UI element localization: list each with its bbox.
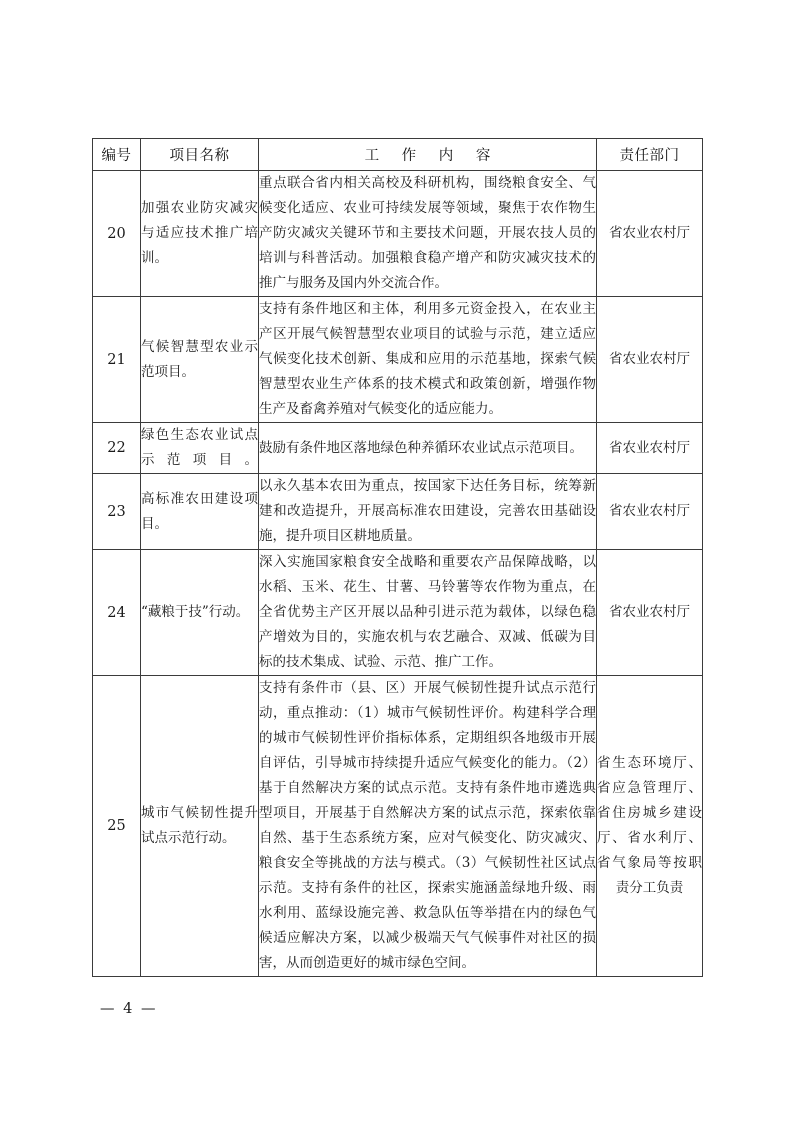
table-header [93,139,703,171]
cell-project-name: 绿色生态农业试点示范项目。 [141,423,259,474]
cell-number: 23 [93,474,141,550]
table-row [93,676,703,977]
cell-project-name: 加强农业防灾减灾与适应技术推广培训。 [141,171,259,297]
table-header-row [93,139,703,171]
cell-number: 25 [93,676,141,977]
cell-work-content: 深入实施国家粮食安全战略和重要农产品保障战略，以水稻、玉米、花生、甘薯、马铃薯等农作物为重点，在全省优势主产区开展以品种引进示范为载体，以绿色稳产增效为目的，实施农机与农艺融合、双减、低碳为目标的技术集成、试验、示范、推广工作。 [259,550,597,676]
project-table-container [92,138,702,977]
column-header-project-name: 项目名称 [141,139,259,171]
page-number: — 4 — [100,1001,158,1017]
table-body [93,171,703,977]
column-header-responsible-department: 责任部门 [597,139,703,171]
cell-work-content: 重点联合省内相关高校及科研机构，围绕粮食安全、气候变化适应、农业可持续发展等领域，聚焦于农作物生产防灾减灾关键环节和主要技术问题，开展农技人员的培训与科普活动。加强粮食稳产增产和防灾减灾技术的推广与服务及国内外交流合作。 [259,171,597,297]
cell-project-name: 城市气候韧性提升试点示范行动。 [141,676,259,977]
cell-number: 20 [93,171,141,297]
cell-work-content: 支持有条件地区和主体，利用多元资金投入，在农业主产区开展气候智慧型农业项目的试验与示范，建立适应气候变化技术创新、集成和应用的示范基地，探索气候智慧型农业生产体系的技术模式和政策创新，增强作物生产及畜禽养殖对气候变化的适应能力。 [259,297,597,423]
cell-responsible-department: 省农业农村厅 [597,171,703,297]
cell-number: 24 [93,550,141,676]
cell-responsible-department: 省农业农村厅 [597,550,703,676]
cell-work-content: 以永久基本农田为重点，按国家下达任务目标，统筹新建和改造提升，开展高标准农田建设，完善农田基础设施，提升项目区耕地质量。 [259,474,597,550]
cell-project-name: “藏粮于技”行动。 [141,550,259,676]
cell-project-name: 气候智慧型农业示范项目。 [141,297,259,423]
cell-work-content: 鼓励有条件地区落地绿色种养循环农业试点示范项目。 [259,423,597,474]
column-header-work-content: 工 作 内 容 [259,139,597,171]
cell-work-content: 支持有条件市（县、区）开展气候韧性提升试点示范行动，重点推动：（1）城市气候韧性评价。构建科学合理的城市气候韧性评价指标体系，定期组织各地级市开展自评估，引导城市持续提升适应气候变化的能力。（2）基于自然解决方案的试点示范。支持有条件地市遴选典型项目，开展基于自然解决方案的试点示范，探索依靠自然、基于生态系统方案，应对气候变化、防灾减灾、粮食安全等挑战的方法与模式。（3）气候韧性社区试点示范。支持有条件的社区，探索实施涵盖绿地升级、雨水利用、蓝绿设施完善、救急队伍等举措在内的绿色气候适应解决方案，以减少极端天气气候事件对社区的损害，从而创造更好的城市绿色空间。 [259,676,597,977]
cell-responsible-department: 省农业农村厅 [597,423,703,474]
table-row [93,297,703,423]
cell-number: 21 [93,297,141,423]
cell-number: 22 [93,423,141,474]
cell-responsible-department: 省农业农村厅 [597,474,703,550]
table-row [93,171,703,297]
cell-responsible-department: 省农业农村厅 [597,297,703,423]
cell-responsible-department: 省生态环境厅、省应急管理厅、省住房城乡建设厅、省水利厅、省气象局等按职责分工负责 [597,676,703,977]
column-header-number: 编号 [93,139,141,171]
project-table [92,138,703,977]
cell-project-name: 高标准农田建设项目。 [141,474,259,550]
table-row [93,423,703,474]
table-row [93,550,703,676]
table-row [93,474,703,550]
